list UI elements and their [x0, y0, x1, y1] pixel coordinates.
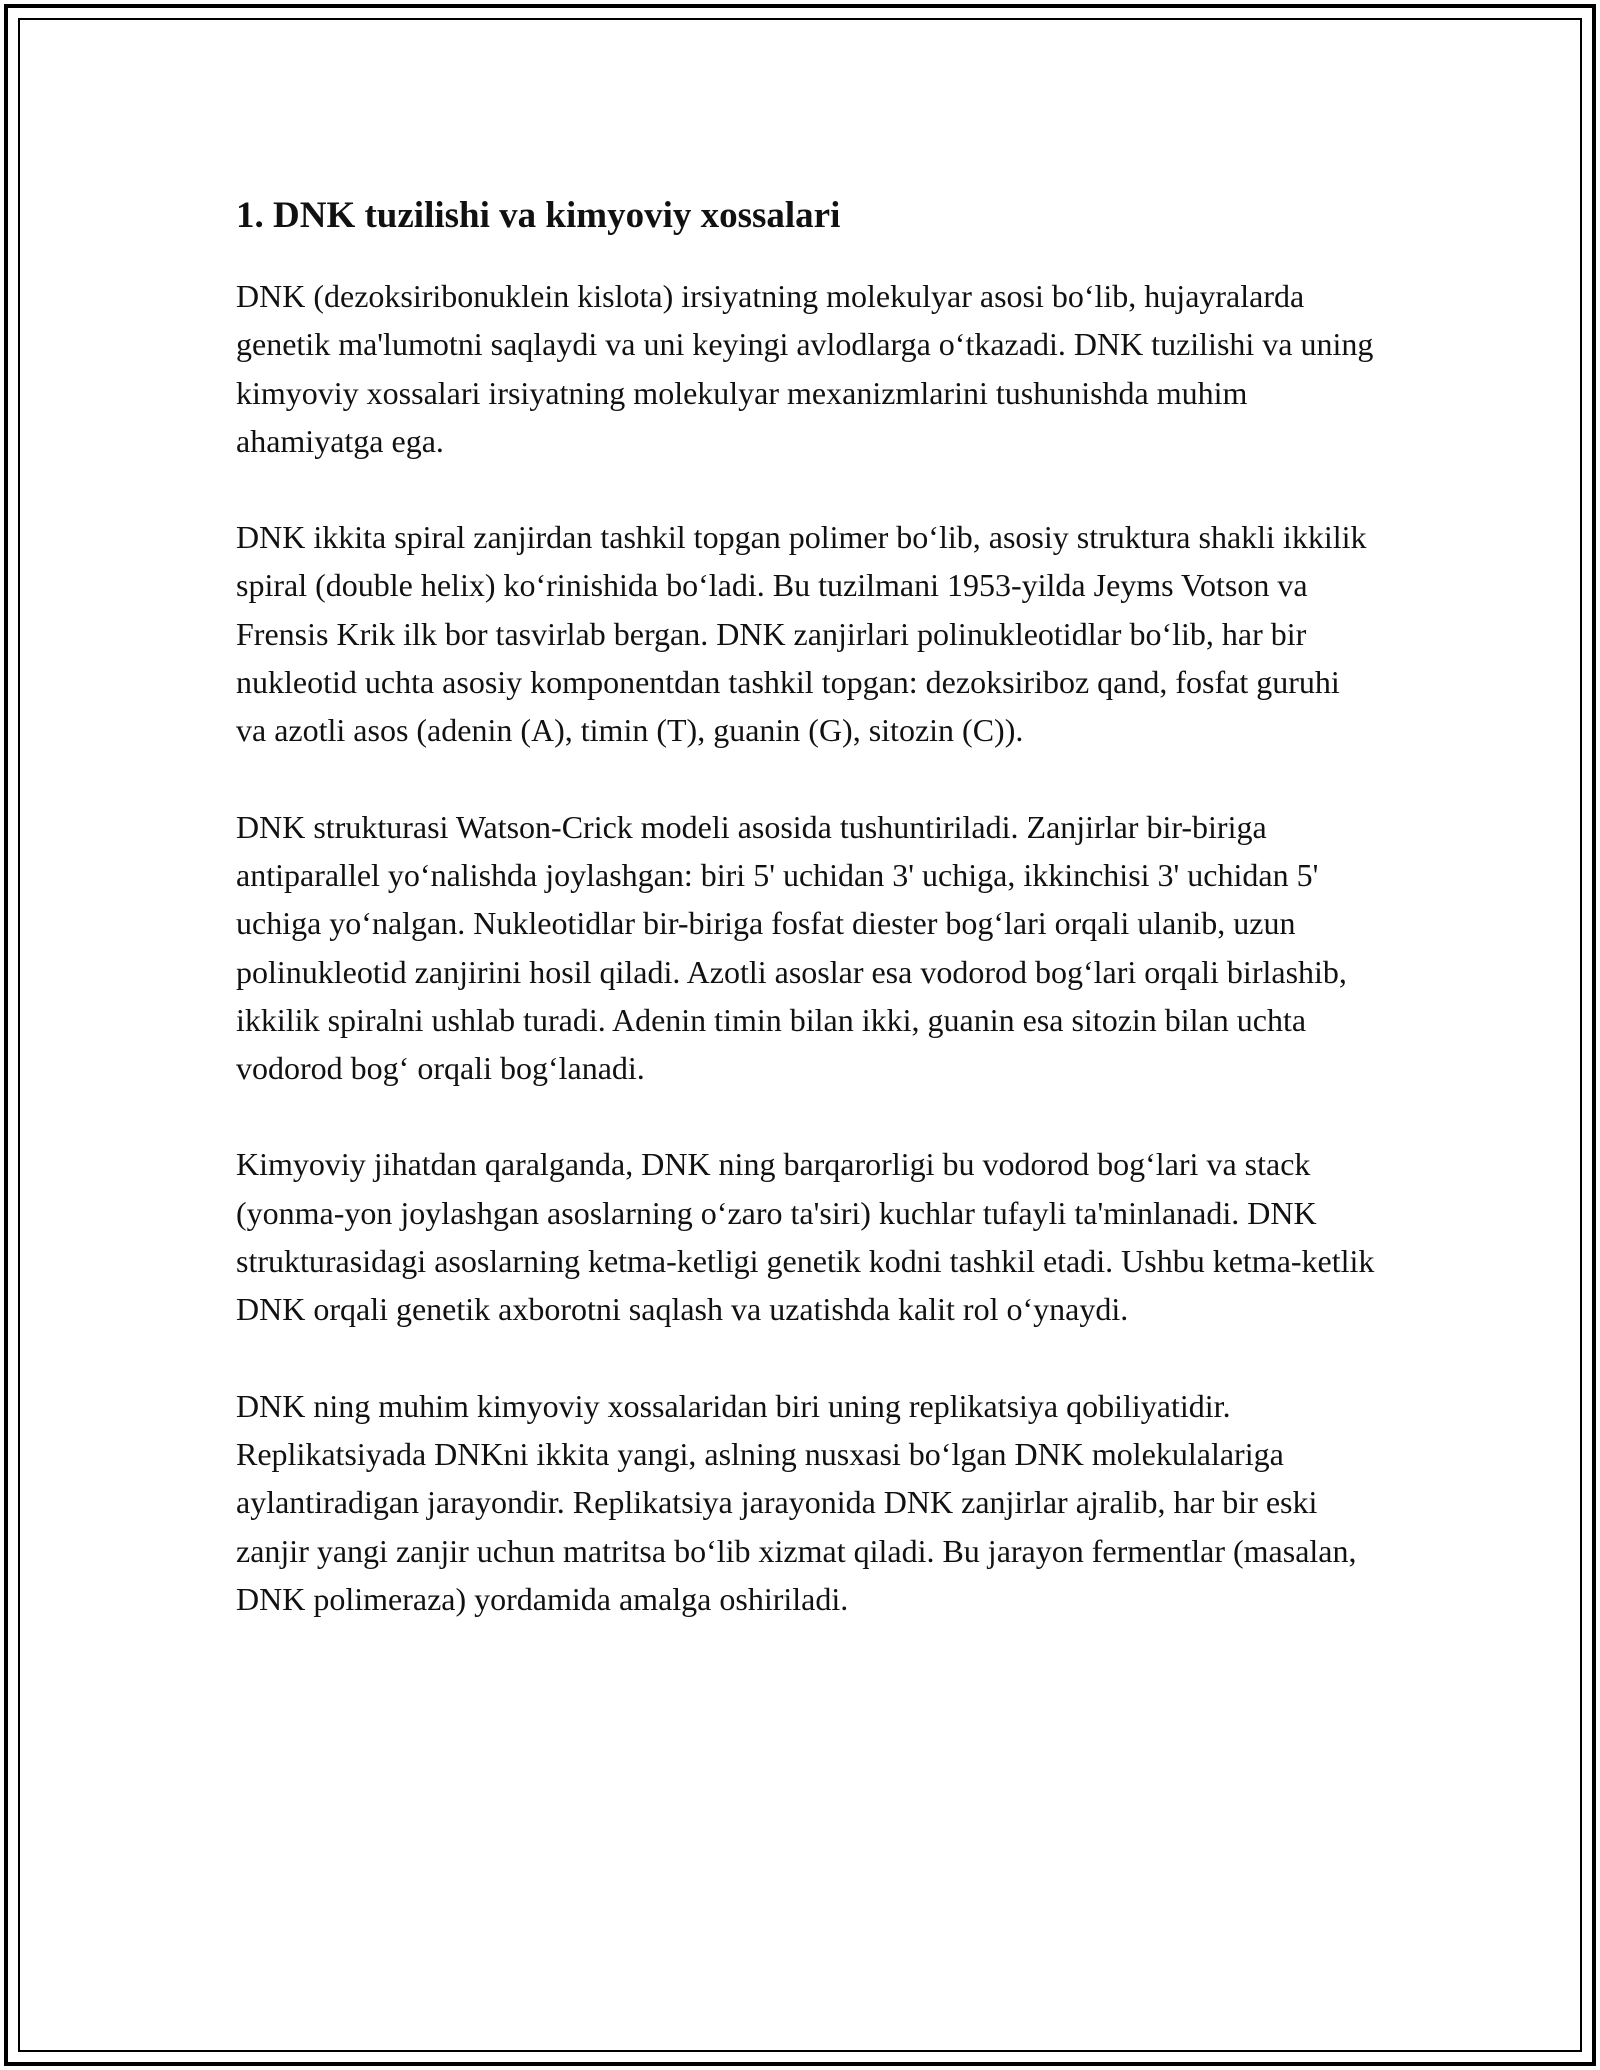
paragraph-double-helix: DNK ikkita spiral zanjirdan tashkil topgan polimer bo‘lib, asosiy struktura shakli ikkilik spiral (double helix) ko‘rinishida bo‘ladi. Bu tuzilmani 1953-yilda Jeyms Votson va Frensis Krik ilk bor tasvirlab bergan. DNK zanjirlari polinukleotidlar bo‘lib, har bir nukleotid uchta asosiy komponentdan tashkil topgan: dezoksiriboz qand, fosfat guruhi va azotli asos (adenin (A), timin (T), guanin (G), sitozin (C)).	[236, 519, 1367, 749]
paragraph-replication: DNK ning muhim kimyoviy xossalaridan biri uning replikatsiya qobiliyatidir. Replikatsiyada DNKni ikkita yangi, aslning nusxasi bo‘lgan DNK molekulalariga aylantiradigan jarayondir. Replikatsiya jarayonida DNK zanjirlar ajralib, har bir eski zanjir yangi zanjir uchun matritsa bo‘lib xizmat qiladi. Bu jarayon fermentlar (masalan, DNK polimeraza) yordamida amalga oshiriladi.	[236, 1387, 1357, 1617]
paragraph-intro: DNK (dezoksiribonuklein kislota) irsiyatning molekulyar asosi bo‘lib, hujayralarda genetik ma'lumotni saqlaydi va uni keyingi avlodlarga o‘tkazadi. DNK tuzilishi va uning kimyoviy xossalari irsiyatning molekulyar mexanizmlarini tushunishda muhim ahamiyatga ega.	[236, 278, 1374, 459]
paragraph-chemical-stability: Kimyoviy jihatdan qaralganda, DNK ning barqarorligi bu vodorod bog‘lari va stack (yonma-yon joylashgan asoslarning o‘zaro ta'siri) kuchlar tufayli ta'minlanadi. DNK strukturasidagi asoslarning ketma-ketligi genetik kodni tashkil etadi. Ushbu ketma-ketlik DNK orqali genetik axborotni saqlash va uzatishda kalit rol o‘ynaydi.	[236, 1146, 1375, 1328]
section-heading: 1. DNK tuzilishi va kimyoviy xossalari	[236, 195, 841, 236]
paragraph-watson-crick: DNK strukturasi Watson-Crick modeli asosida tushuntiriladi. Zanjirlar bir-biriga antiparallel yo‘nalishda joylashgan: biri 5' uchidan 3' uchiga, ikkinchisi 3' uchidan 5' uchiga yo‘nalgan. Nukleotidlar bir-biriga fosfat diester bog‘lari orqali ulanib, uzun polinukleotid zanjirini hosil qiladi. Azotli asoslar esa vodorod bog‘lari orqali birlashib, ikkilik spiralni ushlab turadi. Adenin timin bilan ikki, guanin esa sitozin bilan uchta vodorod bog‘ orqali bog‘lanadi.	[236, 808, 1347, 1087]
document-body	[236, 186, 1376, 1671]
